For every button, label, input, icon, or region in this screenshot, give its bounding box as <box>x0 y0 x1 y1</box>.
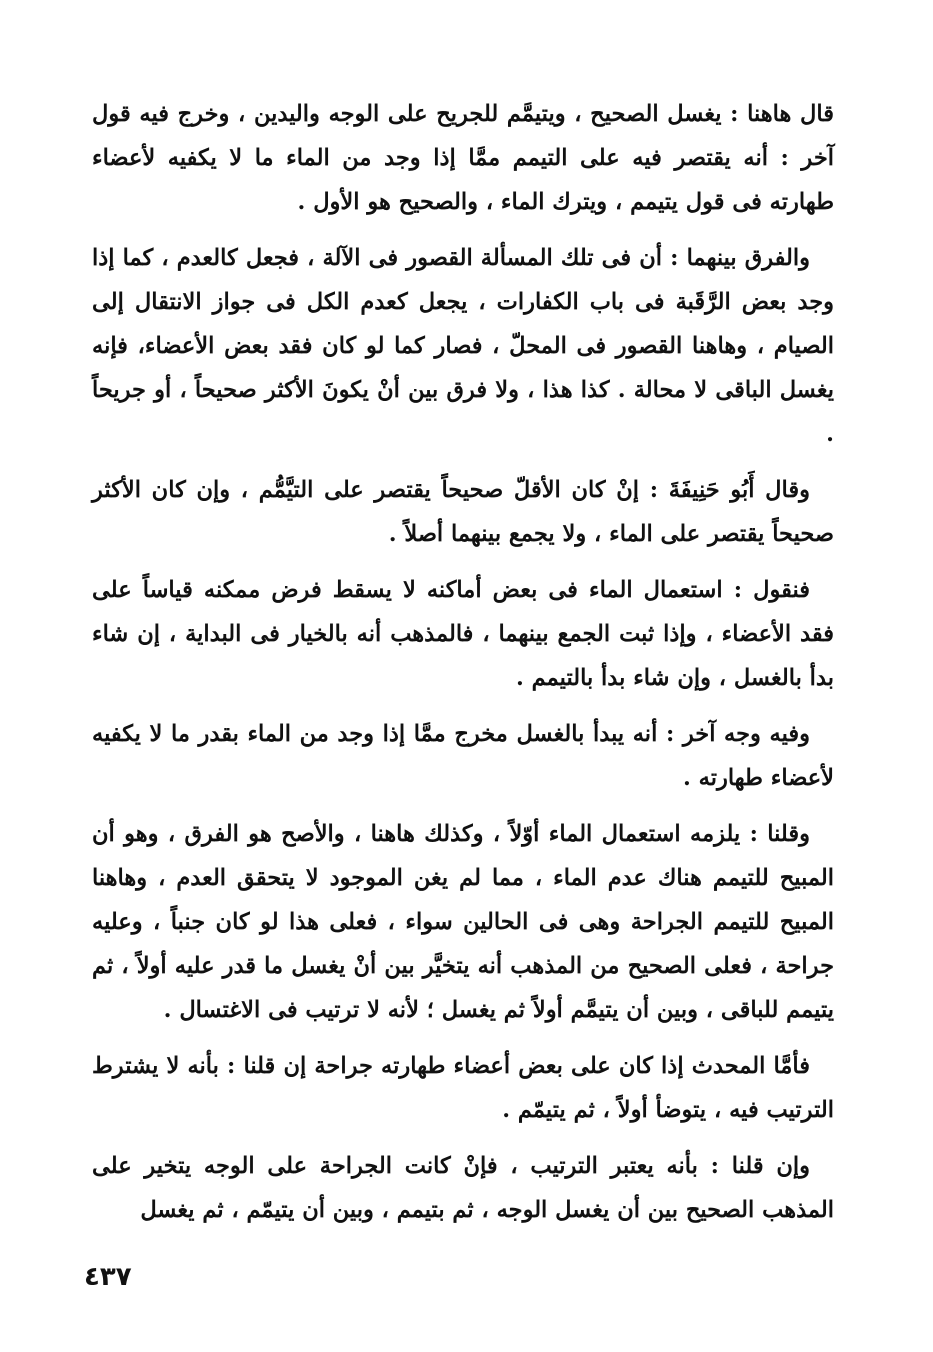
paragraph-2: والفرق بينهما : أن فى تلك المسألة القصور فى الآلة ، فجعل كالعدم ، كما إذا وجد بعض الرَّقَبة فى باب الكفارات ، يجعل كعدم الكل فى جواز الانتقال إلى الصيام ، وهاهنا القصور فى المحلّ ، فصار كما لو كان فقد بعض الأعضاء، فإنه يغسل الباقى لا محالة . كذا هذا ، ولا فرق بين أنْ يكونَ الأكثر صحيحاً ، أو جريحاً . <box>92 245 834 447</box>
paragraph-3: وقال أَبُو حَنِيفَةَ : إنْ كان الأقلّ صحيحاً يقتصر على التيَّمُّم ، وإن كان الأكثر صحيحاً يقتصر على الماء ، ولا يجمع بينهما أصلاً . <box>92 477 834 547</box>
paragraph-6: وقلنا : يلزمه استعمال الماء أوّلاً ، وكذلك هاهنا ، والأصح هو الفرق ، وهو أن المبيح للتيمم هناك عدم الماء ، مما لم يغن الموجود لا يتحقق العدم ، وهاهنا المبيح للتيمم الجراحة وهى فى الحالين سواء ، فعلى هذا لو كان جنباً ، وعليه جراحة ، فعلى الصحيح من المذهب أنه يتخيَّر بين أنْ يغسل ما قدر عليه أولاً ، ثم يتيمم للباقى ، وبين أن يتيمَّم أولاً ثم يغسل ؛ لأنه لا ترتيب فى الاغتسال . <box>92 821 834 1023</box>
paragraph-7: فأمَّا المحدث إذا كان على بعض أعضاء طهارته جراحة إن قلنا : بأنه لا يشترط الترتيب فيه ، يتوضأ أولاً ، ثم يتيمّم . <box>92 1053 834 1123</box>
paragraph-5: وفيه وجه آخر : أنه يبدأ بالغسل مخرج ممَّا إذا وجد من الماء بقدر ما لا يكفيه لأعضاء طهارته . <box>92 721 834 791</box>
paragraph-1: قال هاهنا : يغسل الصحيح ، ويتيمَّم للجريح على الوجه واليدين ، وخرج فيه قول آخر : أنه يقتصر فيه على التيمم ممَّا إذا وجد من الماء ما لا يكفيه لأعضاء طهارته فى قول يتيمم ، ويترك الماء ، والصحيح هو الأول . <box>92 101 834 215</box>
paragraph-4: فنقول : استعمال الماء فى بعض أماكنه لا يسقط فرض ممكنه قياساً على فقد الأعضاء ، وإذا ثبت الجمع بينهما ، فالمذهب أنه بالخيار فى البداية ، إن شاء بدأ بالغسل ، وإن شاء بدأ بالتيمم . <box>92 577 834 691</box>
page-number: ٤٣٧ <box>84 1262 132 1292</box>
body-text <box>92 92 834 1244</box>
paragraph-8: وإن قلنا : بأنه يعتبر الترتيب ، فإنْ كانت الجراحة على الوجه يتخير على المذهب الصحيح بين أن يغسل الوجه ، ثم بتيمم ، وبين أن يتيمّم ، ثم يغسل <box>92 1153 834 1223</box>
